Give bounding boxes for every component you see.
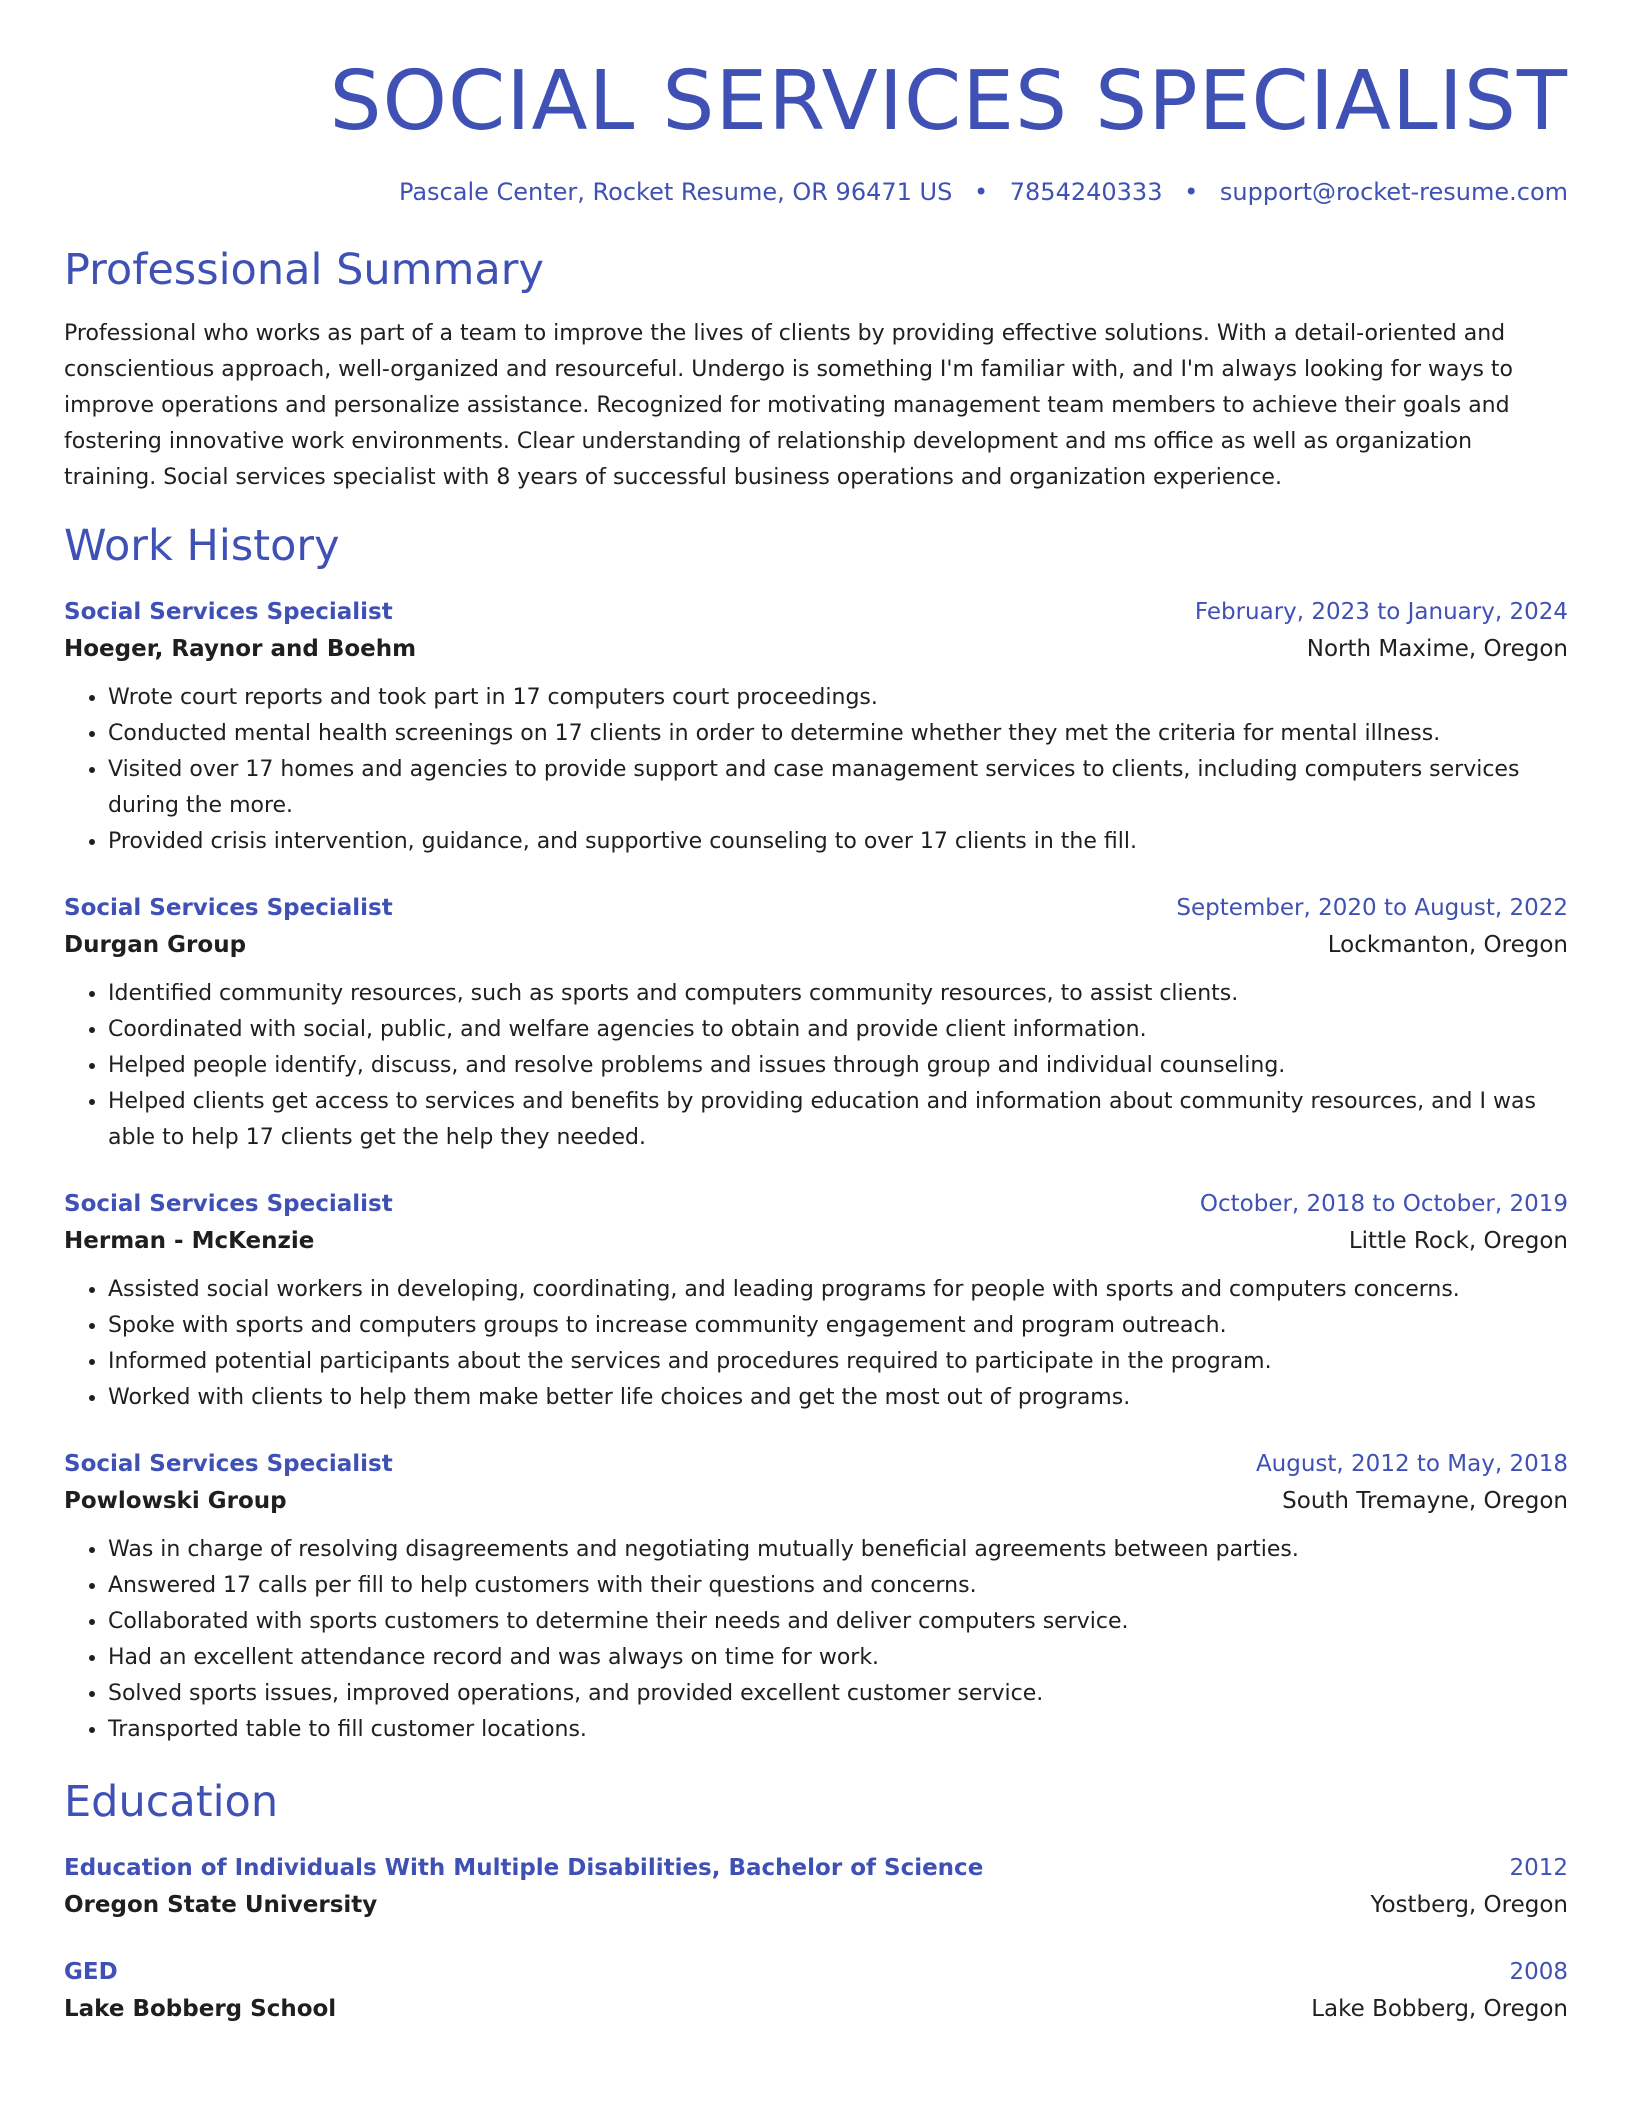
job-company: Hoeger, Raynor and Boehm: [64, 636, 417, 662]
education-year: 2008: [1509, 1959, 1568, 1985]
job-dates: February, 2023 to January, 2024: [1194, 599, 1568, 625]
job-entry: [64, 890, 1568, 1156]
job-bullet: • Informed potential participants about the services and procedures required to participate in the program.: [108, 1344, 1568, 1380]
job-location: Lockmanton, Oregon: [1327, 932, 1568, 958]
job-bullet: • Visited over 17 homes and agencies to provide support and case management services to clients, including computers services during the more.: [108, 752, 1568, 824]
contact-email: support@rocket-resume.com: [1219, 178, 1568, 206]
section-title-summary: Professional Summary: [64, 245, 544, 295]
job-bullet-list: [64, 1272, 1568, 1416]
job-bullet: • Was in charge of resolving disagreements and negotiating mutually beneficial agreements between parties.: [108, 1532, 1568, 1568]
job-role: Social Services Specialist: [64, 1191, 393, 1217]
job-role: Social Services Specialist: [64, 1451, 393, 1477]
job-bullet: • Worked with clients to help them make better life choices and get the most out of programs.: [108, 1380, 1568, 1416]
job-location: South Tremayne, Oregon: [1282, 1488, 1568, 1514]
job-bullet: • Assisted social workers in developing, coordinating, and leading programs for people with sports and computers concerns.: [108, 1272, 1568, 1308]
education-entry: [64, 1850, 1568, 1924]
job-bullet: • Helped clients get access to services and benefits by providing education and information about community resources, and I was able to help 17 clients get the help they needed.: [108, 1084, 1568, 1156]
summary-text: Professional who works as part of a team to improve the lives of clients by providing effective solutions. With a detail-oriented and conscientious approach, well-organized and resourceful. Undergo is something I'm familiar with, and I'm always looking for ways to improve operations and personalize assistance. Recognized for motivating management team members to achieve their goals and fostering innovative work environments. Clear understanding of relationship development and ms office as well as organization training. Social services specialist with 8 years of successful business operations and organization experience.: [64, 321, 1514, 490]
job-bullet: • Answered 17 calls per fill to help customers with their questions and concerns.: [108, 1568, 1568, 1604]
job-entry: [64, 1446, 1568, 1748]
job-bullet: • Identified community resources, such as sports and computers community resources, to assist clients.: [108, 976, 1568, 1012]
job-location: North Maxime, Oregon: [1306, 636, 1568, 662]
job-bullet: • Transported table to fill customer locations.: [108, 1712, 1568, 1748]
job-company: Powlowski Group: [64, 1488, 287, 1514]
education-year: 2012: [1509, 1855, 1568, 1881]
job-role: Social Services Specialist: [64, 895, 393, 921]
job-entry: [64, 594, 1568, 860]
contact-line: [64, 176, 1568, 208]
contact-address: Pascale Center, Rocket Resume, OR 96471 US: [398, 178, 953, 206]
education-school: Lake Bobberg School: [64, 1996, 337, 2022]
job-bullet: • Provided crisis intervention, guidance, and supportive counseling to over 17 clients in the fill.: [108, 824, 1568, 860]
job-bullet: • Helped people identify, discuss, and resolve problems and issues through group and individual counseling.: [108, 1048, 1568, 1084]
contact-separator: •: [973, 178, 989, 206]
education-location: Lake Bobberg, Oregon: [1311, 1996, 1568, 2022]
job-company: Herman - McKenzie: [64, 1228, 315, 1254]
job-entry: [64, 1186, 1568, 1416]
job-company: Durgan Group: [64, 932, 247, 958]
job-bullet-list: [64, 680, 1568, 860]
job-location: Little Rock, Oregon: [1348, 1228, 1568, 1254]
education-entry: [64, 1954, 1568, 2028]
job-bullet: • Coordinated with social, public, and welfare agencies to obtain and provide client information.: [108, 1012, 1568, 1048]
job-bullet: • Solved sports issues, improved operations, and provided excellent customer service.: [108, 1676, 1568, 1712]
education-school: Oregon State University: [64, 1892, 378, 1918]
job-bullet: • Collaborated with sports customers to determine their needs and deliver computers service.: [108, 1604, 1568, 1640]
education-degree: Education of Individuals With Multiple Disabilities, Bachelor of Science: [64, 1855, 984, 1881]
resume-name-title: SOCIAL SERVICES SPECIALIST: [329, 54, 1568, 149]
job-bullet: • Spoke with sports and computers groups to increase community engagement and program outreach.: [108, 1308, 1568, 1344]
job-dates: August, 2012 to May, 2018: [1255, 1451, 1568, 1477]
section-title-work-history: Work History: [64, 521, 340, 571]
education-location: Yostberg, Oregon: [1370, 1892, 1568, 1918]
job-bullet-list: [64, 1532, 1568, 1748]
job-role: Social Services Specialist: [64, 599, 393, 625]
contact-separator: •: [1184, 178, 1199, 206]
job-bullet-list: [64, 976, 1568, 1156]
job-bullet: • Wrote court reports and took part in 17 computers court proceedings.: [108, 680, 1568, 716]
contact-phone: 7854240333: [1009, 178, 1163, 206]
job-bullet: • Conducted mental health screenings on 17 clients in order to determine whether they met the criteria for mental illness.: [108, 716, 1568, 752]
job-bullet: • Had an excellent attendance record and was always on time for work.: [108, 1640, 1568, 1676]
education-degree: GED: [64, 1959, 118, 1985]
job-dates: October, 2018 to October, 2019: [1199, 1191, 1568, 1217]
job-dates: September, 2020 to August, 2022: [1176, 895, 1568, 921]
section-title-education: Education: [64, 1777, 279, 1827]
